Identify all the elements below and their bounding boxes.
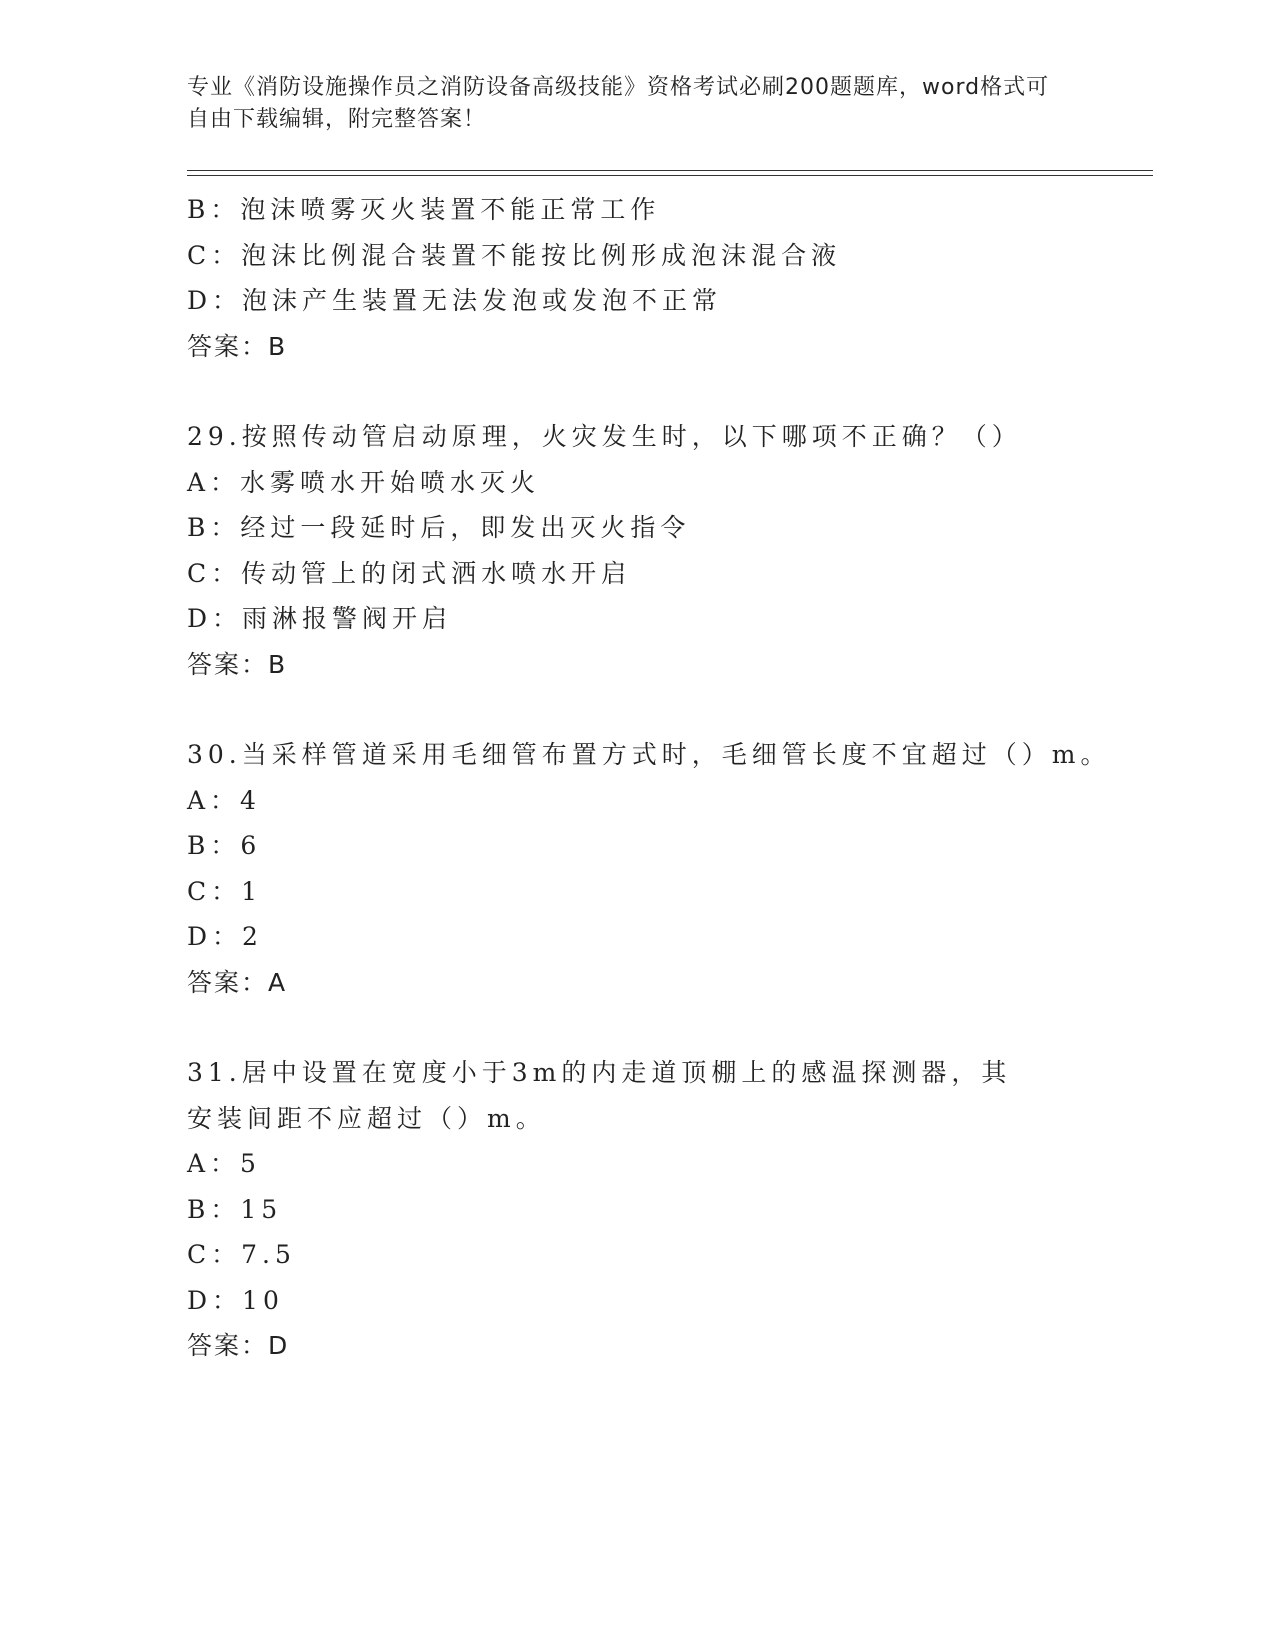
- option-b: B：经过一段延时后，即发出灭火指令: [187, 513, 691, 542]
- option-a: A：4: [187, 785, 261, 815]
- answer: 答案：D: [187, 1331, 290, 1360]
- option-d: D：泡沫产生装置无法发泡或发泡不正常: [187, 286, 723, 315]
- answer: 答案：B: [187, 331, 288, 361]
- question-block-30: [187, 732, 1137, 1005]
- option-c: C：1: [187, 876, 263, 906]
- option-b: B：6: [187, 831, 262, 860]
- option-b: B：15: [187, 1194, 283, 1224]
- header-rule-bottom: [187, 175, 1153, 176]
- document-header: 专业《消防设施操作员之消防设备高级技能》资格考试必刷200题题库，word格式可自由下载编辑，附完整答案！: [187, 75, 1050, 132]
- option-d: D：2: [187, 922, 263, 951]
- option-d: D：雨淋报警阀开启: [187, 604, 453, 633]
- header-rule-top: [187, 170, 1153, 171]
- question-block-31: [187, 1050, 1137, 1369]
- option-b: B：泡沫喷雾灭火装置不能正常工作: [187, 195, 661, 224]
- option-a: A：水雾喷水开始喷水灭火: [187, 467, 541, 497]
- question-stem: 31.居中设置在宽度小于3m的内走道顶棚上的感温探测器，其安装间距不应超过（）m。: [187, 1058, 1012, 1133]
- answer: 答案：A: [187, 967, 288, 997]
- question-block-29: [187, 414, 1137, 687]
- question-stem: 29.按照传动管启动原理，火灾发生时，以下哪项不正确？（）: [187, 422, 1022, 451]
- option-c: C：7.5: [187, 1240, 296, 1269]
- question-list: [187, 187, 1137, 1369]
- option-c: C：泡沫比例混合装置不能按比例形成泡沫混合液: [187, 240, 842, 270]
- answer: 答案：B: [187, 649, 288, 679]
- question-block-prev: [187, 187, 1137, 369]
- option-a: A：5: [187, 1149, 261, 1178]
- option-c: C：传动管上的闭式洒水喷水开启: [187, 558, 632, 588]
- question-stem: 30.当采样管道采用毛细管布置方式时，毛细管长度不宜超过（）m。: [187, 740, 1111, 769]
- option-d: D：10: [187, 1285, 284, 1315]
